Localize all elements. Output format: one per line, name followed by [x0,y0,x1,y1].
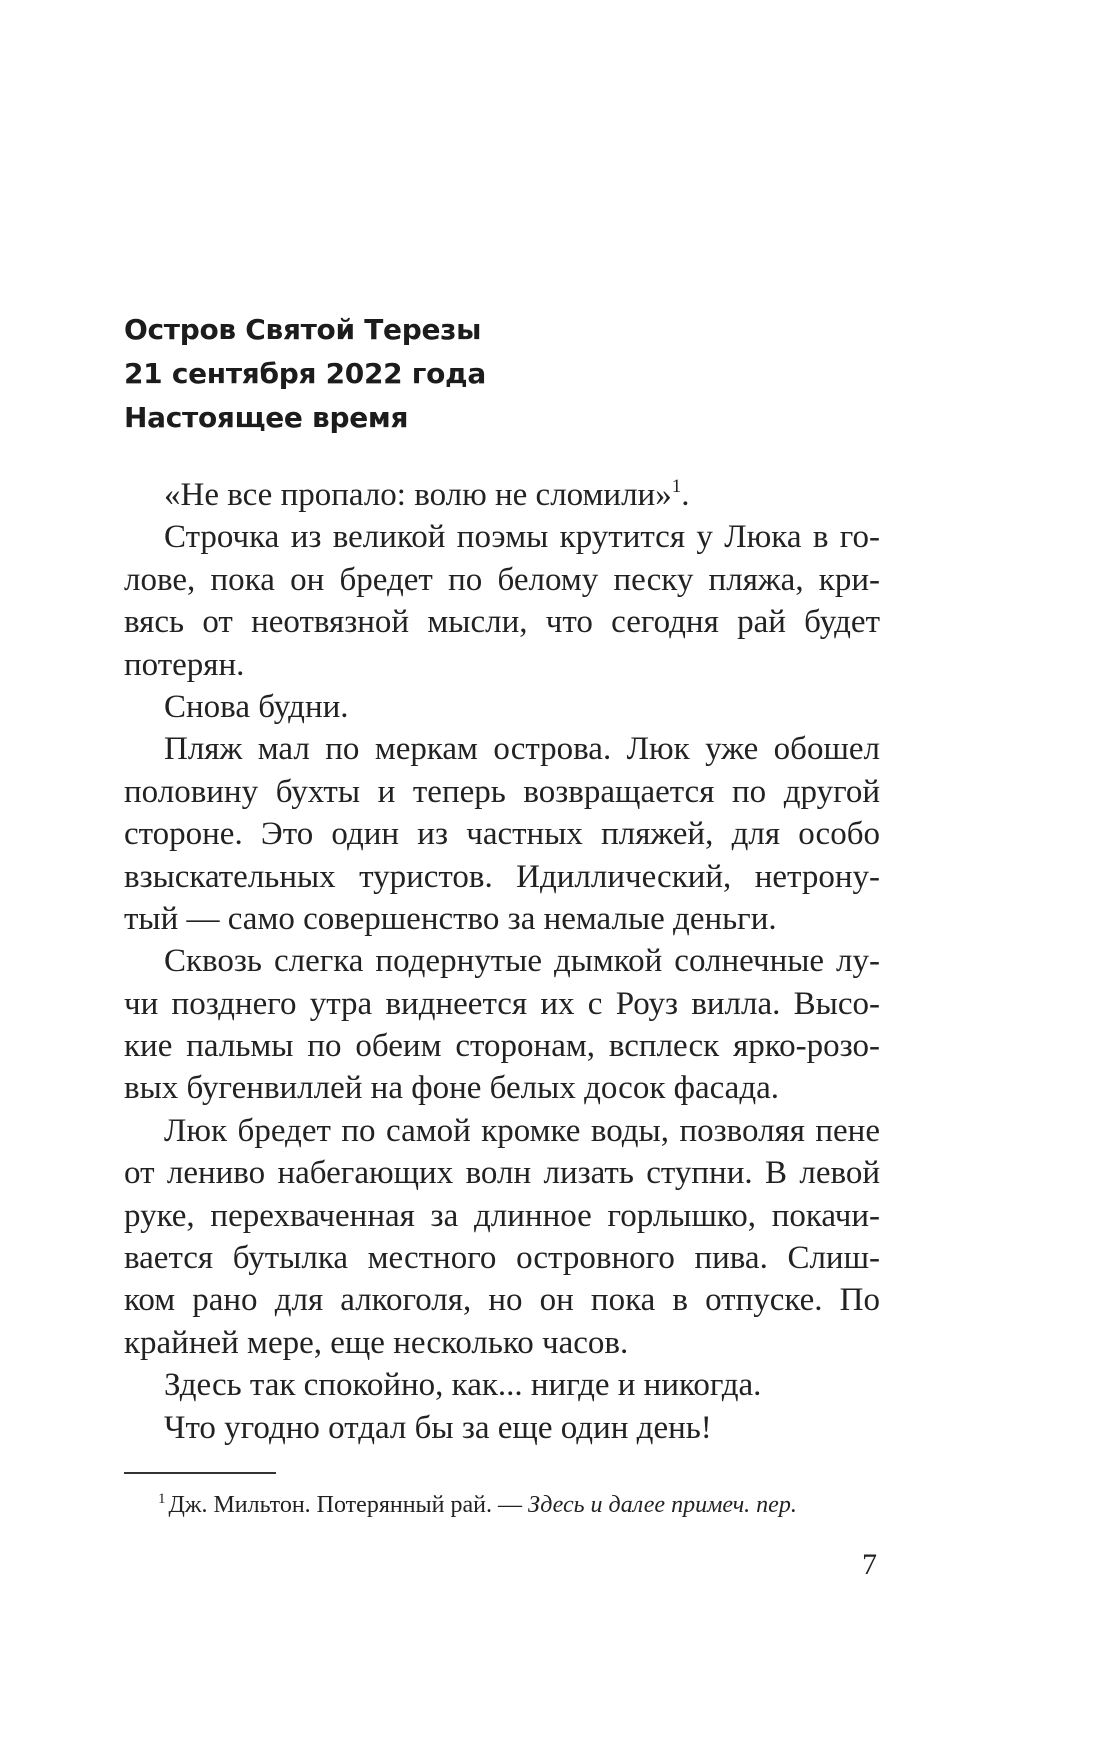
heading-time-label: Настоящее время [124,401,409,434]
text-line: руке, перехваченная за длинное горлышко, покачи- [124,1197,880,1234]
text-line: от лениво набегающих волн лизать ступни. В левой [124,1155,880,1192]
text-line: Пляж мал по меркам острова. Люк уже обошел [164,731,880,768]
text-line: вясь от неотвязной мысли, что сегодня рай будет [124,604,880,641]
text-line: взыскательных туристов. Идиллический, нетрону- [124,858,880,895]
text-line: кие пальмы по обеим сторонам, всплеск ярко-розо- [124,1028,880,1065]
footnote-divider [124,1472,276,1474]
footnote-text: Дж. Мильтон. Потерянный рай. — [168,1492,529,1518]
text-line: ком рано для алкоголя, но он пока в отпуске. По [124,1282,880,1319]
text-line: чи позднего утра виднеется их с Роуз вилла. Высо- [124,985,880,1022]
text-line: половину бухты и теперь возвращается по другой [124,773,880,810]
text-line: потерян. [124,646,245,683]
text-line: Снова будни. [164,688,349,725]
footnote-italic-text: Здесь и далее примеч. пер. [528,1492,797,1518]
text-line: вается бутылка местного островного пива. Слиш- [124,1240,880,1277]
text-line: Строчка из великой поэмы крутится у Люка в го- [164,519,880,556]
text-line: крайней мере, еще несколько часов. [124,1324,629,1361]
text-line: Здесь так спокойно, как... нигде и никогда. [164,1367,762,1404]
heading-location: Остров Святой Терезы [124,313,482,346]
text-line: вых бугенвиллей на фоне белых досок фасада. [124,1070,780,1107]
page-number: 7 [862,1548,877,1581]
text-line: тый — само совершенство за немалые деньги. [124,900,777,937]
text-line: «Не все пропало: волю не сломили»$^1$. [164,476,690,513]
text-line: Люк бредет по самой кромке воды, позволяя пене [164,1112,880,1149]
heading-date: 21 сентября 2022 года [124,357,486,390]
text-line: лове, пока он бредет по белому песку пляжа, кри- [124,561,880,598]
footnote-reference: 1 [671,476,682,497]
footnote [158,1490,797,1520]
text-line: Сквозь слегка подернутые дымкой солнечные лу- [164,943,880,980]
text-line: Что угодно отдал бы за еще один день! [164,1409,712,1446]
text-line: стороне. Это один из частных пляжей, для особо [124,816,880,853]
chapter-heading [124,308,486,440]
footnote-marker: 1 [158,1491,166,1507]
body-text [124,474,880,1449]
